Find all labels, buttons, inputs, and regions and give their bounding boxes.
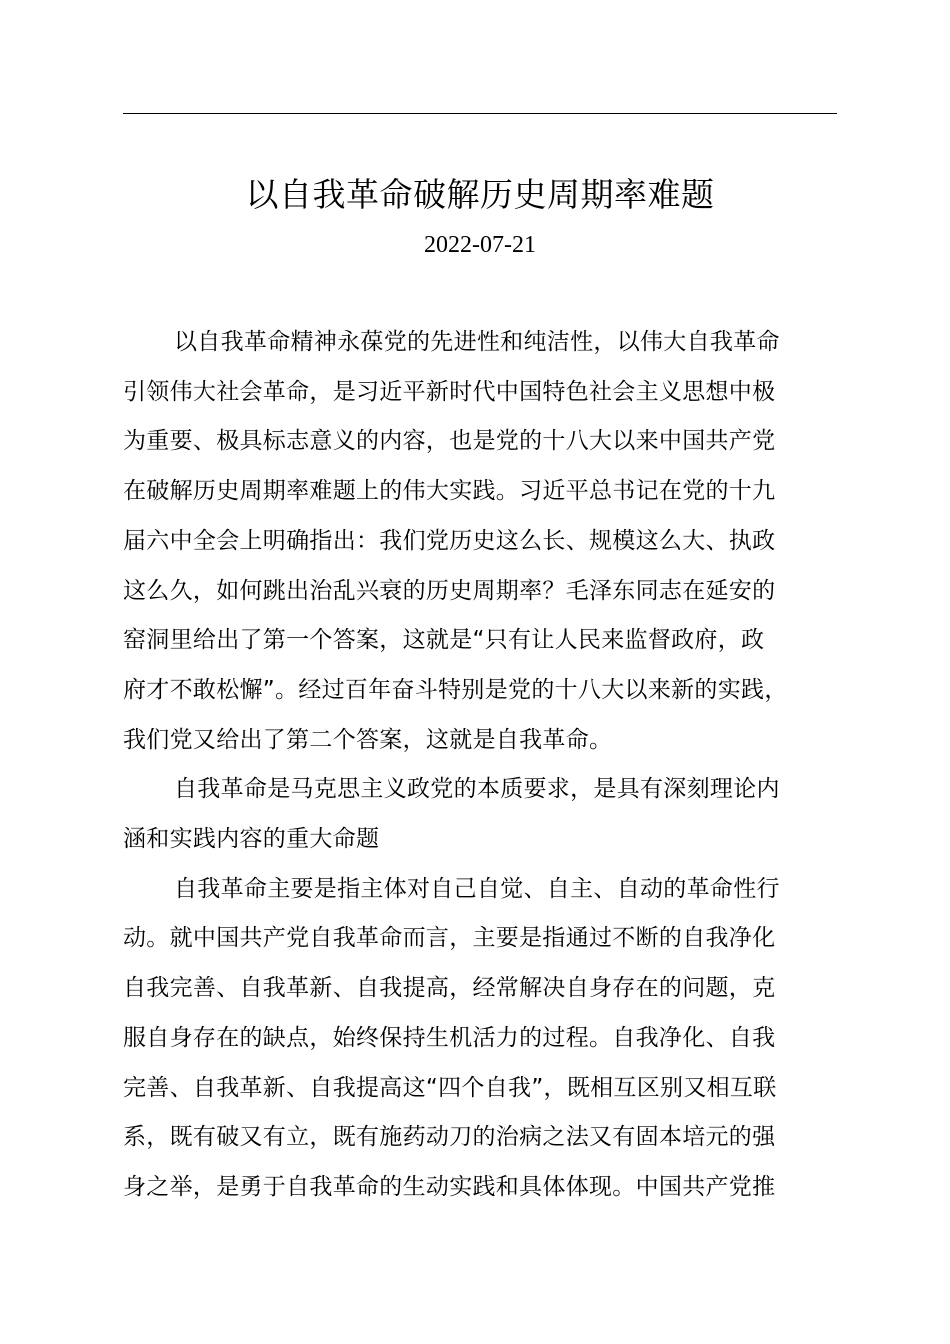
paragraph-line: 我们党又给出了第二个答案，这就是自我革命。 xyxy=(123,726,613,753)
document-date: 2022-07-21 xyxy=(424,232,536,258)
paragraph-line: 以自我革命精神永葆党的先进性和纯洁性，以伟大自我革命 xyxy=(174,329,780,355)
paragraph-line: 为重要、极具标志意义的内容，也是党的十八大以来中国共产党 xyxy=(123,428,776,455)
document-body xyxy=(123,318,837,1213)
paragraph-line: 自我革命主要是指主体对自己自觉、自主、自动的革命性行 xyxy=(174,875,780,902)
paragraph-line: 完善、自我革新、自我提高这“四个自我”，既相互区别又相互联 xyxy=(123,1074,777,1101)
paragraph-line: 系，既有破又有立，既有施药动刀的治病之法又有固本培元的强 xyxy=(123,1124,776,1151)
paragraph-line: 窑洞里给出了第一个答案，这就是“只有让人民来监督政府，政 xyxy=(123,627,765,654)
paragraph-line: 身之举，是勇于自我革命的生动实践和具体体现。中国共产党推 xyxy=(123,1173,776,1200)
paragraph-line: 这么久，如何跳出治乱兴衰的历史周期率？毛泽东同志在延安的 xyxy=(123,577,776,604)
paragraph-line: 服自身存在的缺点，始终保持生机活力的过程。自我净化、自我 xyxy=(123,1024,776,1051)
body-paragraph xyxy=(123,765,837,864)
paragraph-line: 自我革命是马克思主义政党的本质要求，是具有深刻理论内 xyxy=(174,776,780,803)
body-paragraph xyxy=(123,865,837,1213)
paragraph-line: 引领伟大社会革命，是习近平新时代中国特色社会主义思想中极 xyxy=(123,378,776,405)
header-rule xyxy=(123,113,837,114)
paragraph-line: 自我完善、自我革新、自我提高，经常解决自身存在的问题，克 xyxy=(123,975,776,1002)
document-title: 以自我革命破解历史周期率难题 xyxy=(245,175,715,214)
paragraph-line: 届六中全会上明确指出：我们党历史这么长、规模这么大、执政 xyxy=(123,527,776,554)
paragraph-line: 在破解历史周期率难题上的伟大实践。习近平总书记在党的十九 xyxy=(123,478,776,505)
paragraph-line: 涵和实践内容的重大命题 xyxy=(123,826,380,853)
paragraph-line: 府才不敢松懈”。经过百年奋斗特别是党的十八大以来新的实践， xyxy=(123,676,788,703)
paragraph-line: 动。就中国共产党自我革命而言，主要是指通过不断的自我净化 xyxy=(123,925,776,952)
body-paragraph xyxy=(123,318,837,765)
